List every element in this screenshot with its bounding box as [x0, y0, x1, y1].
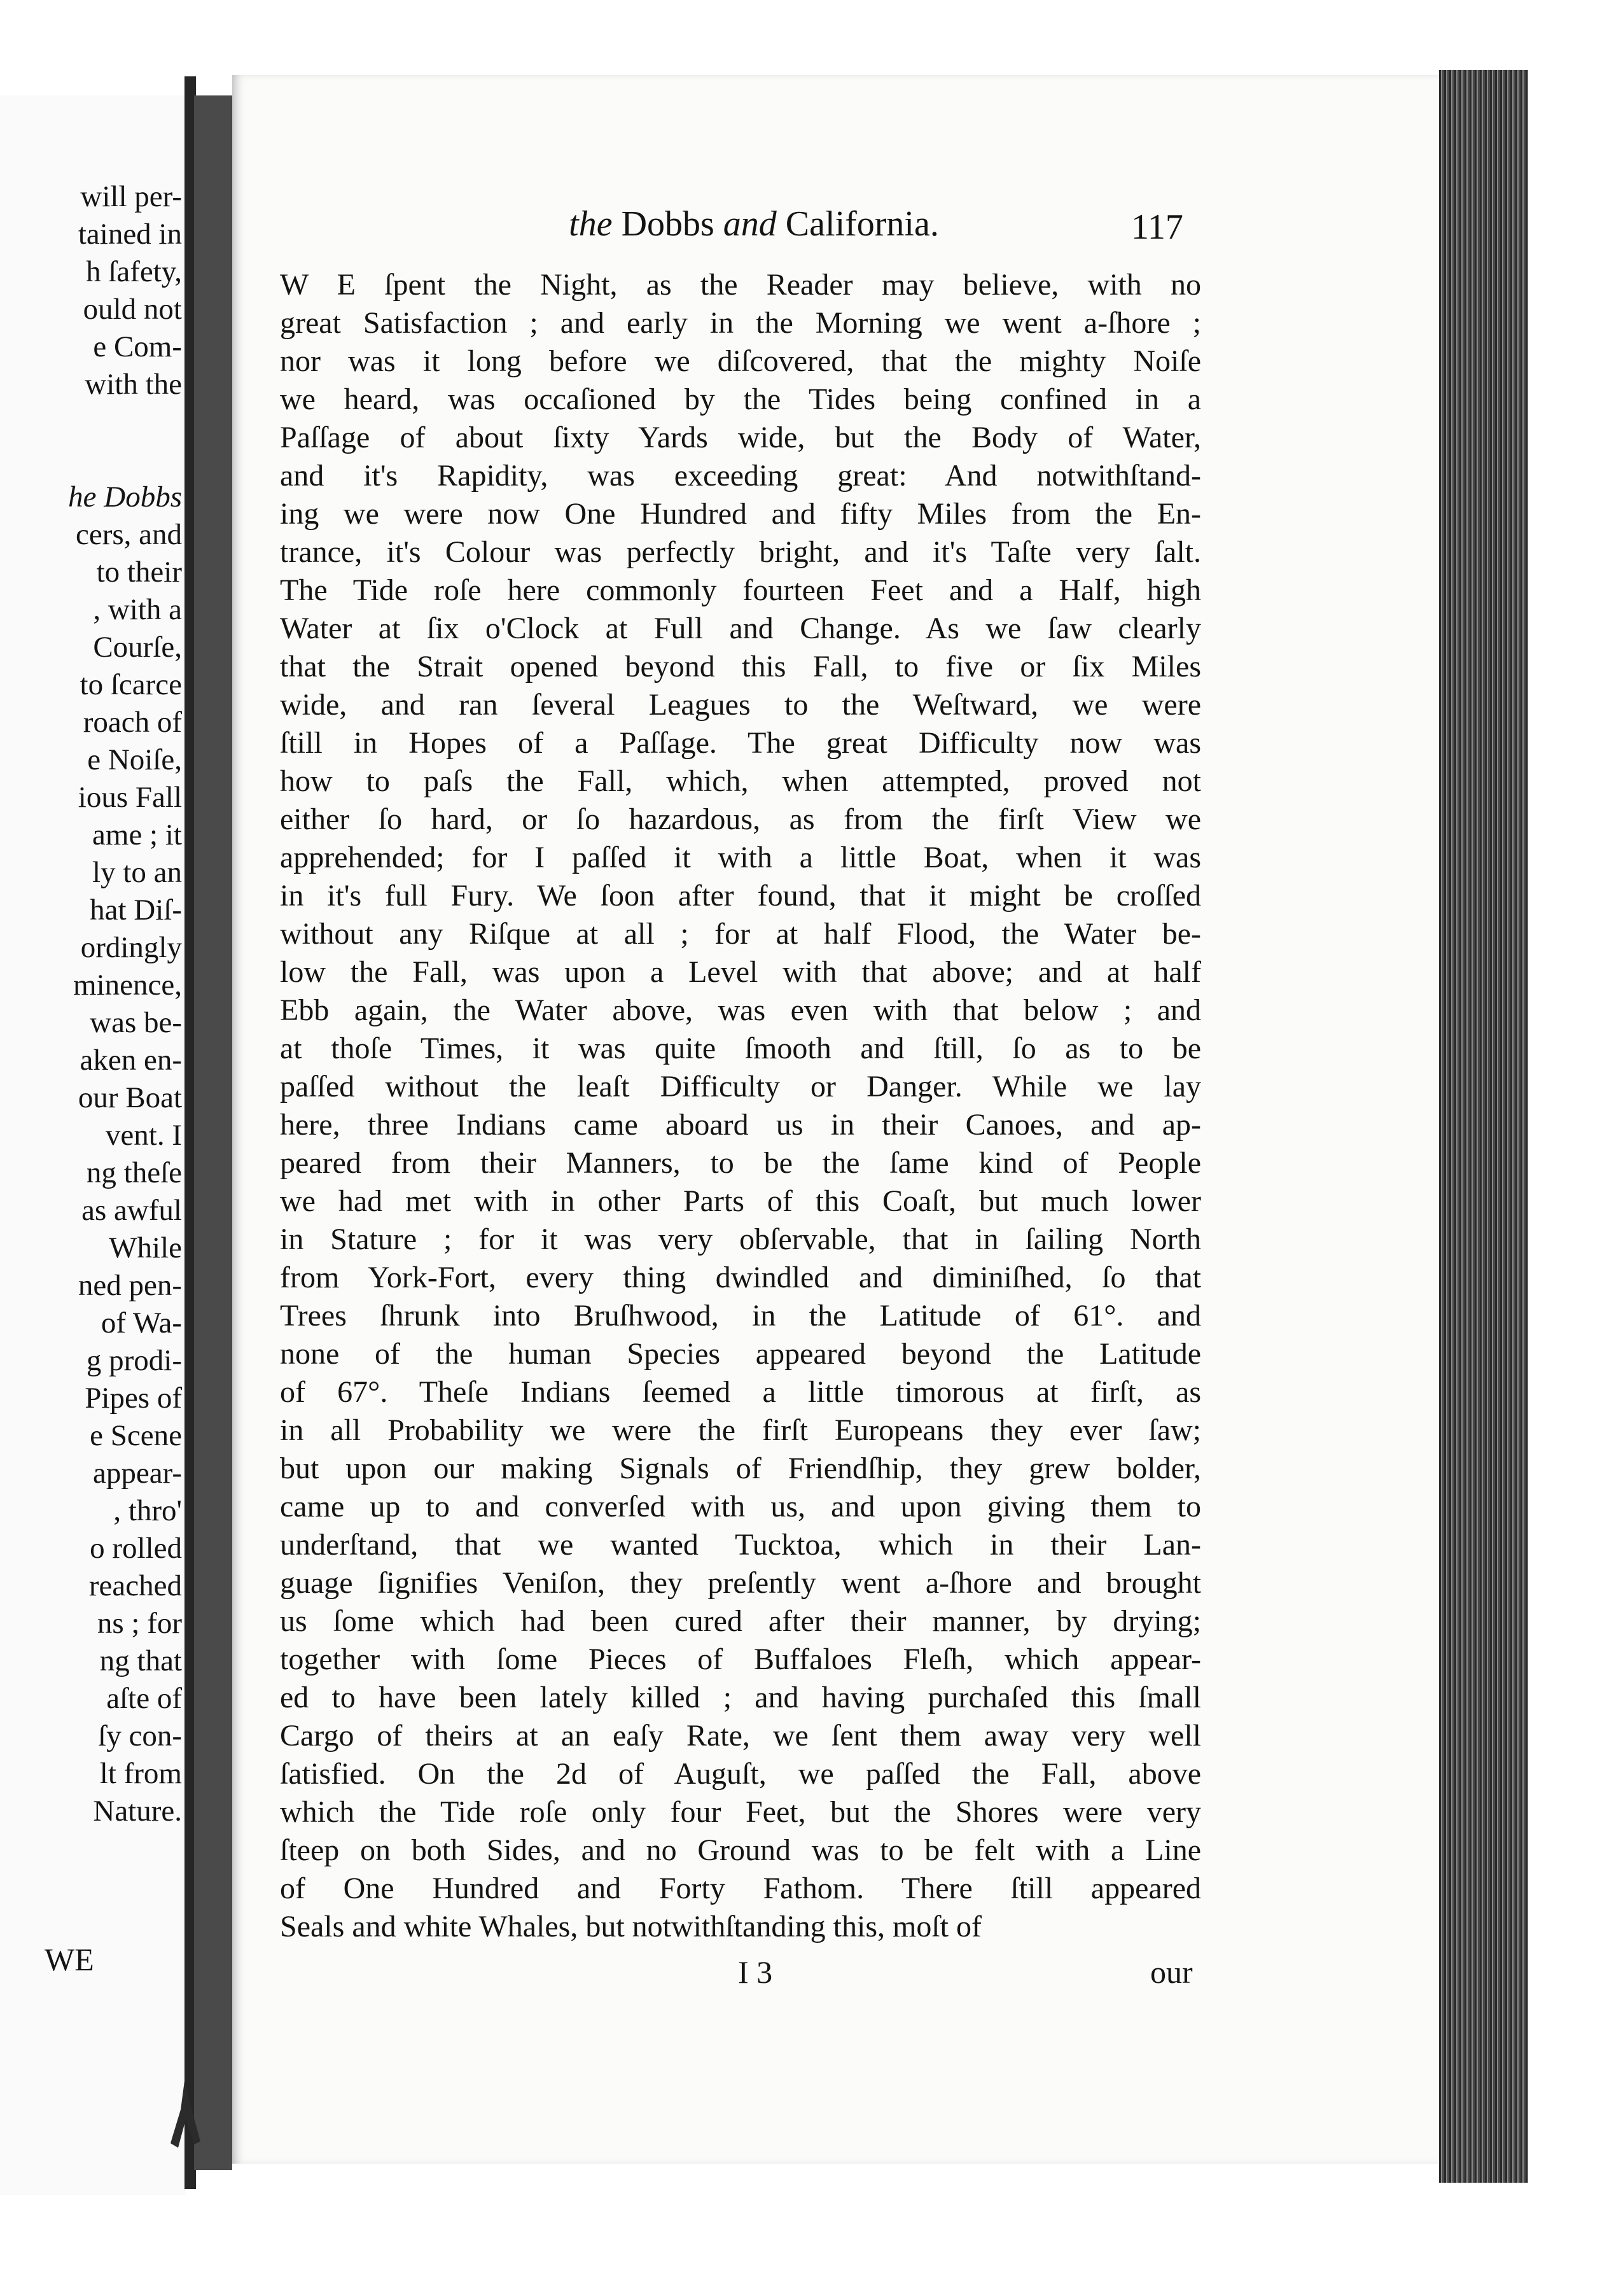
text-line: here, three Indians came aboard us in their Canoes, and ap- [280, 1108, 1201, 1142]
catchword: our [1150, 1954, 1193, 1990]
left-page-line: ly to an [92, 856, 182, 889]
text-line: from York-Fort, every thing dwindled and diminiſhed, ſo that [280, 1261, 1201, 1294]
left-page-line: ious Fall [78, 781, 182, 814]
page-edges [1439, 70, 1528, 2183]
left-page-line: roach of [83, 706, 182, 739]
text-line: peared from their Manners, to be the ſame kind of People [280, 1146, 1201, 1180]
left-page-line: to their [96, 556, 182, 589]
left-page-line: minence, [73, 969, 182, 1002]
text-line: guage ſignifies Veniſon, they preſently went a-ſhore and brought [280, 1566, 1201, 1600]
text-line: The Tide roſe here commonly fourteen Feet and a Half, high [280, 573, 1201, 607]
text-line: came up to and converſed with us, and upon giving them to [280, 1490, 1201, 1523]
text-line: Water at ſix o'Clock at Full and Change. As we ſaw clearly [280, 612, 1201, 645]
text-line: low the Fall, was upon a Level with that above; and at half [280, 955, 1201, 989]
left-page-line: Courſe, [93, 631, 182, 664]
left-page-line: ns ; for [97, 1607, 182, 1640]
left-page-line: will per- [80, 180, 182, 213]
text-line: paſſed without the leaſt Difficulty or Danger. While we lay [280, 1070, 1201, 1103]
running-head-prefix: the [569, 204, 613, 244]
text-line: Paſſage of about ſixty Yards wide, but the Body of Water, [280, 421, 1201, 454]
text-line: none of the human Species appeared beyond the Latitude [280, 1337, 1201, 1371]
left-page-line: g prodi- [86, 1344, 182, 1377]
running-head-dobbs: Dobbs [621, 204, 714, 244]
text-line: underſtand, that we wanted Tucktoa, which in their Lan- [280, 1528, 1201, 1562]
text-line: we heard, was occaſioned by the Tides being confined in a [280, 382, 1201, 416]
left-page-line: as awful [81, 1194, 182, 1227]
text-line: of 67°. Theſe Indians ſeemed a little timorous at firſt, as [280, 1375, 1201, 1409]
text-line: Seals and white Whales, but notwithſtanding this, moſt of [280, 1910, 982, 1943]
text-line: ſatisfied. On the 2d of Auguſt, we paſſed the Fall, above [280, 1757, 1201, 1791]
left-page-line: ng theſe [86, 1156, 182, 1189]
text-line: us ſome which had been cured after their manner, by drying; [280, 1604, 1201, 1638]
left-page-line: While [109, 1231, 182, 1264]
left-page-line: was be- [90, 1006, 182, 1039]
left-page-line: h ſafety, [86, 255, 182, 288]
running-head-and: and [723, 204, 777, 244]
page-number: 117 [1131, 207, 1183, 247]
left-page-line: cers, and [75, 518, 182, 551]
ribbon-bookmark-icon [165, 2081, 204, 2151]
text-line: Trees ſhrunk into Bruſhwood, in the Latitude of 61°. and [280, 1299, 1201, 1333]
left-page-line: he Dobbs [68, 480, 182, 514]
left-page-line: ould not [83, 293, 182, 326]
text-line: how to paſs the Fall, which, when attempted, proved not [280, 764, 1201, 798]
left-page-line: reached [88, 1569, 182, 1602]
text-line: in all Probability we were the firſt Europeans they ever ſaw; [280, 1413, 1201, 1447]
text-line: but upon our making Signals of Friendſhip, they grew bolder, [280, 1452, 1201, 1485]
text-line: and it's Rapidity, was exceeding great: And notwithſtand- [280, 459, 1201, 493]
left-page-line: ame ; it [92, 818, 182, 851]
left-page-line: ordingly [80, 931, 182, 964]
text-line: either ſo hard, or ſo hazardous, as from the firſt View we [280, 802, 1201, 836]
left-page-line: o rolled [90, 1532, 182, 1565]
left-page-line: of Wa- [101, 1306, 182, 1340]
text-line: Cargo of theirs at an eaſy Rate, we ſent them away very well [280, 1719, 1201, 1753]
signature-mark: I 3 [738, 1954, 773, 1990]
left-page-line: hat Diſ- [90, 893, 182, 927]
left-page-line: with the [85, 368, 182, 401]
left-page-line: aſte of [106, 1682, 182, 1715]
text-line: of One Hundred and Forty Fathom. There ſtill appeared [280, 1872, 1201, 1905]
text-line: together with ſome Pieces of Buffaloes Fleſh, which appear- [280, 1642, 1201, 1676]
left-page-line: vent. I [105, 1119, 182, 1152]
left-page-line: to ſcarce [80, 668, 182, 701]
body-text [280, 266, 1201, 1946]
running-head [280, 204, 1228, 255]
book-spine-edge [194, 95, 232, 2170]
text-line: Ebb again, the Water above, was even with that below ; and [280, 993, 1201, 1027]
text-line: trance, it's Colour was perfectly bright, and it's Taſte very ſalt. [280, 535, 1201, 569]
left-page-line: ned pen- [78, 1269, 182, 1302]
text-line: great Satisfaction ; and early in the Morning we went a-ſhore ; [280, 306, 1201, 340]
left-page-line: our Boat [78, 1081, 182, 1114]
running-head-california: California. [785, 204, 939, 244]
text-line: at thoſe Times, it was quite ſmooth and ſtill, ſo as to be [280, 1032, 1201, 1065]
text-line: in Stature ; for it was very obſervable, that in ſailing North [280, 1222, 1201, 1256]
left-catchword: WE [45, 1942, 94, 1977]
text-line: ſtill in Hopes of a Paſſage. The great Difficulty now was [280, 726, 1201, 760]
text-line: ed to have been lately killed ; and having purchaſed this ſmall [280, 1681, 1201, 1714]
left-page-line: tained in [78, 218, 182, 251]
left-page-line: e Scene [90, 1419, 182, 1452]
text-line: without any Riſque at all ; for at half Flood, the Water be- [280, 917, 1201, 951]
text-line: wide, and ran ſeveral Leagues to the Weſtward, we were [280, 688, 1201, 722]
left-page-line: aken en- [80, 1044, 182, 1077]
text-line: nor was it long before we diſcovered, that the mighty Noiſe [280, 344, 1201, 378]
left-page-line: e Noiſe, [87, 743, 182, 776]
text-line: ing we were now One Hundred and fifty Miles from the En- [280, 497, 1201, 531]
left-page-line: Pipes of [85, 1382, 182, 1415]
left-page-line: ſy con- [98, 1719, 182, 1753]
text-line: that the Strait opened beyond this Fall, to five or ſix Miles [280, 650, 1201, 683]
left-page [0, 95, 186, 2195]
left-page-line: appear- [93, 1457, 182, 1490]
text-line: W E ſpent the Night, as the Reader may believe, with no [280, 268, 1201, 302]
left-page-line: , thro' [113, 1494, 182, 1527]
text-line: in it's full Fury. We ſoon after found, that it might be croſſed [280, 879, 1201, 913]
text-line: which the Tide roſe only four Feet, but the Shores were very [280, 1795, 1201, 1829]
left-page-line: lt from [99, 1757, 182, 1790]
left-page-line: Nature. [93, 1795, 182, 1828]
left-page-line: , with a [93, 593, 182, 626]
text-line: ſteep on both Sides, and no Ground was to be felt with a Line [280, 1833, 1201, 1867]
text-line: apprehended; for I paſſed it with a little Boat, when it was [280, 841, 1201, 874]
left-page-line: ng that [99, 1644, 182, 1677]
text-line: we had met with in other Parts of this Coaſt, but much lower [280, 1184, 1201, 1218]
left-page-line: e Com- [93, 330, 182, 363]
